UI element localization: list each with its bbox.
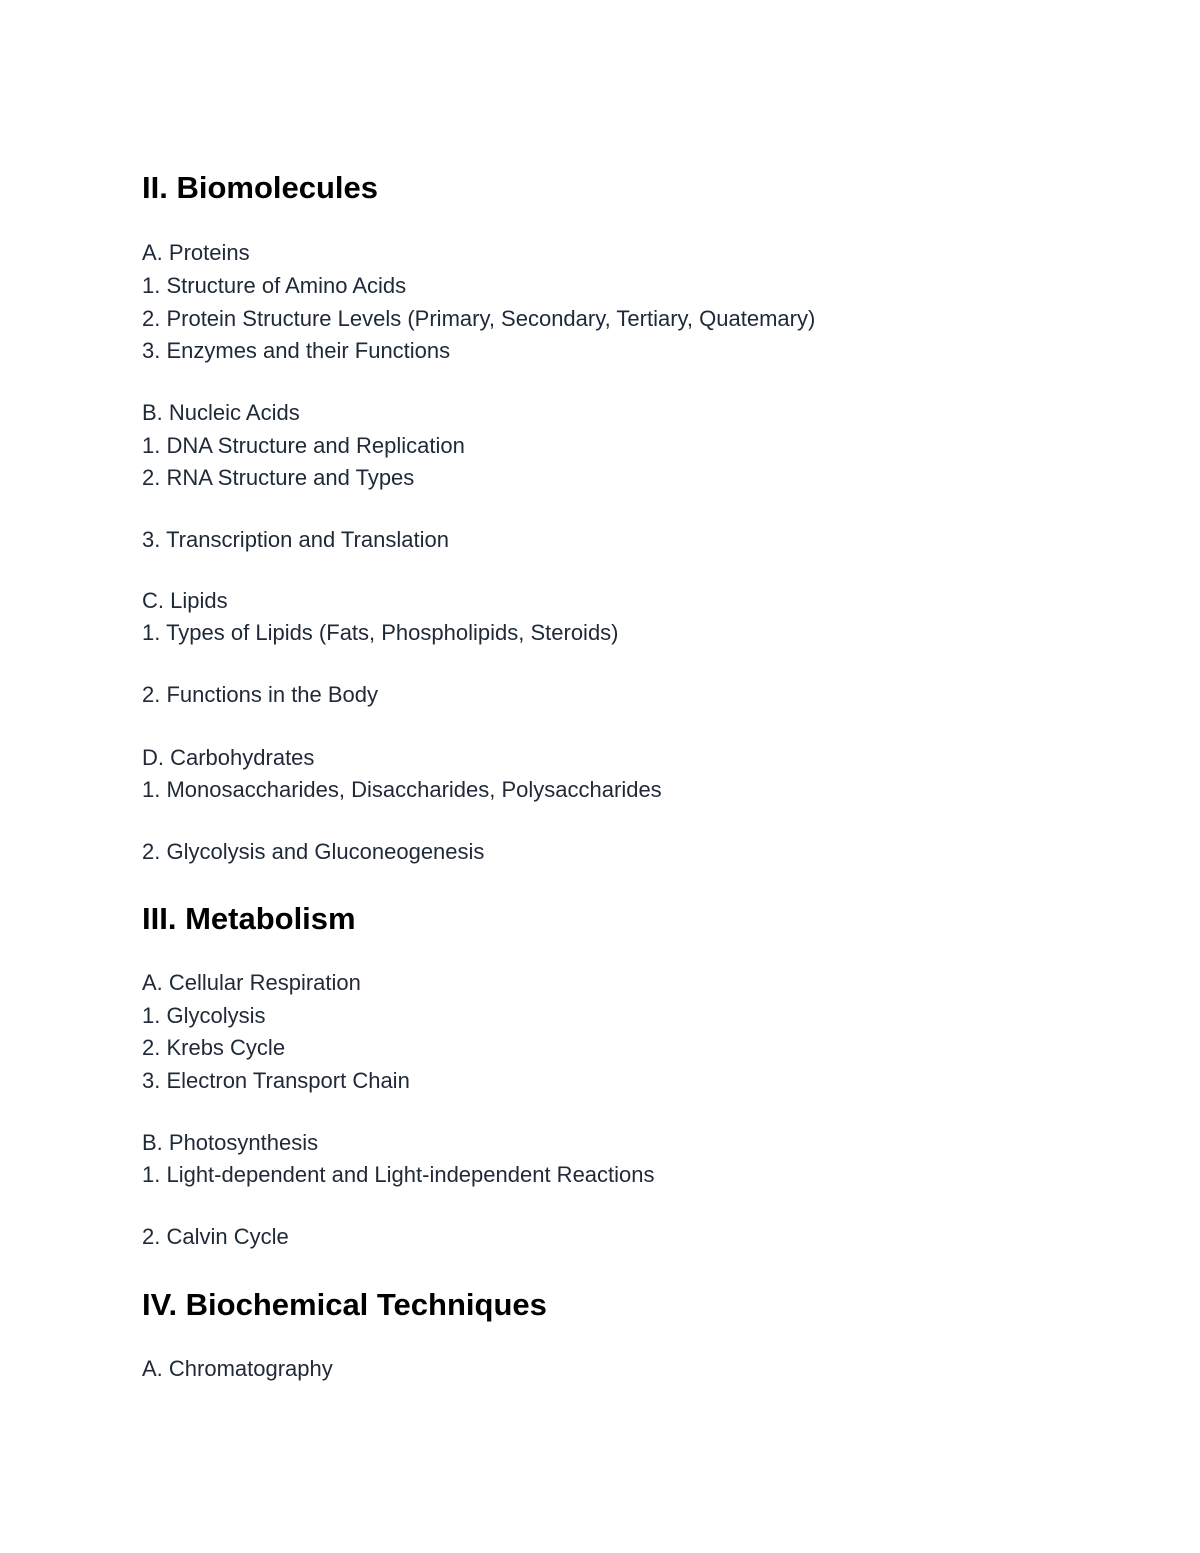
- list-item: 1. Light-dependent and Light-independent Reactions: [142, 1162, 655, 1187]
- section-heading: IV. Biochemical Techniques: [142, 1287, 547, 1322]
- list-item: 2. Functions in the Body: [142, 682, 379, 707]
- subsection-title: C. Lipids: [142, 588, 228, 613]
- list-item: 3. Enzymes and their Functions: [142, 338, 451, 363]
- list-item: 1. Glycolysis: [142, 1003, 266, 1028]
- list-item: 1. Types of Lipids (Fats, Phospholipids, Steroids): [142, 620, 619, 645]
- section-heading: II. Biomolecules: [142, 170, 379, 205]
- list-item: 2. Krebs Cycle: [142, 1035, 286, 1060]
- list-item: 2. RNA Structure and Types: [142, 465, 415, 490]
- list-item: 1. Monosaccharides, Disaccharides, Polysaccharides: [142, 777, 662, 802]
- subsection-title: A. Cellular Respiration: [142, 970, 361, 995]
- section-heading: III. Metabolism: [142, 901, 356, 936]
- list-item: 3. Electron Transport Chain: [142, 1068, 410, 1093]
- list-item: 3. Transcription and Translation: [142, 527, 449, 552]
- list-item: 2. Calvin Cycle: [142, 1224, 289, 1249]
- list-item: 1. Structure of Amino Acids: [142, 273, 407, 298]
- subsection-title: A. Proteins: [142, 240, 250, 265]
- list-item: 1. DNA Structure and Replication: [142, 433, 465, 458]
- subsection-title: A. Chromatography: [142, 1356, 333, 1381]
- subsection-title: D. Carbohydrates: [142, 745, 315, 770]
- list-item: 2. Protein Structure Levels (Primary, Secondary, Tertiary, Quatemary): [142, 306, 816, 331]
- subsection-title: B. Photosynthesis: [142, 1130, 319, 1155]
- list-item: 2. Glycolysis and Gluconeogenesis: [142, 839, 485, 864]
- subsection-title: B. Nucleic Acids: [142, 400, 300, 425]
